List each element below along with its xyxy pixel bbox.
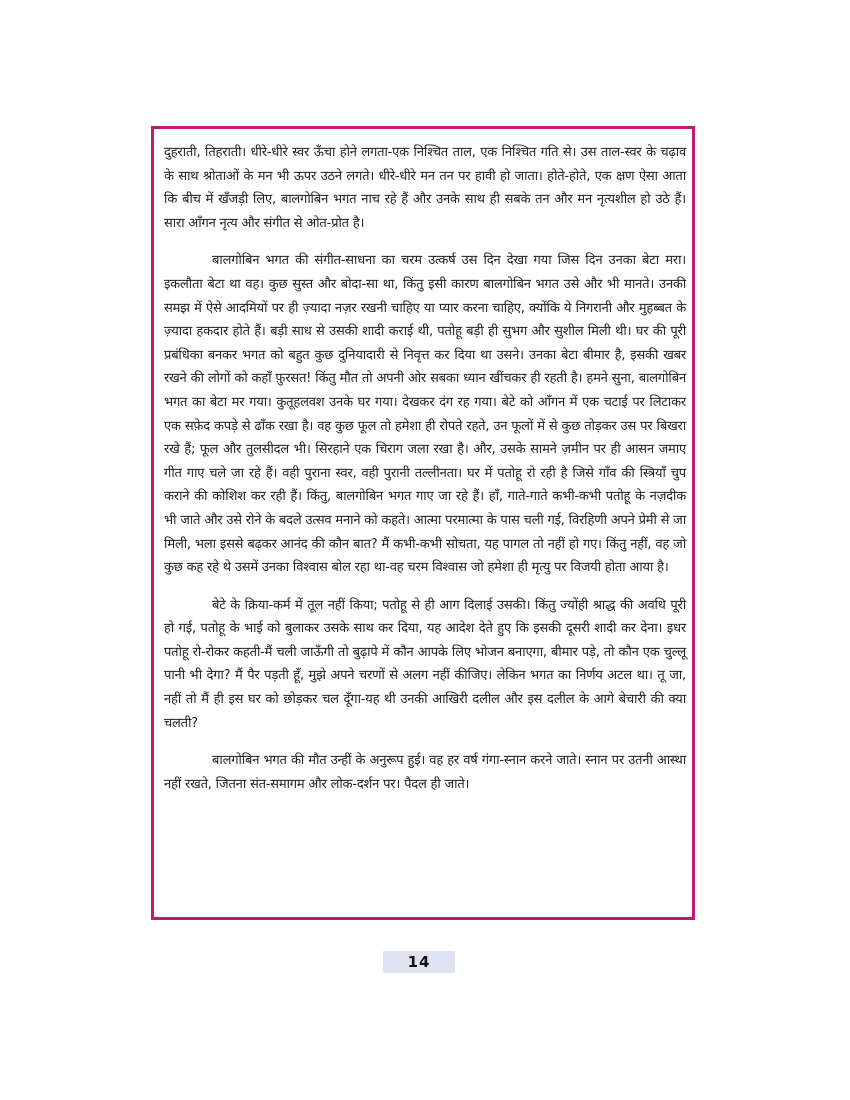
paragraph-3: बेटे के क्रिया-कर्म में तूल नहीं किया; पतोहू से ही आग दिलाई उसकी। किंतु ज्योंही श्राद्ध की अवधि पूरी हो गई, पतोहू के भाई को बुलाकर उसके साथ कर दिया, यह आदेश देते हुए कि इसकी दूसरी शादी कर देना। इधर पतोहू रो-रोकर कहती-मैं चली जाऊँगी तो बुढ़ापे में कौन आपके लिए भोजन बनाएगा, बीमार पड़े, तो कौन एक चुल्लू पानी भी देगा? मैं पैर पड़ती हूँ, मुझे अपने चरणों से अलग नहीं कीजिए। लेकिन भगत का निर्णय अटल था। तू जा, नहीं तो मैं ही इस घर को छोड़कर चल दूँगा-यह थी उनकी आखिरी दलील और इस दलील के आगे बेचारी की क्या चलती? [164,597,686,731]
text-frame [151,126,695,920]
page-number: 14 [383,951,455,973]
paragraph-1: दुहराती, तिहराती। धीरे-धीरे स्वर ऊँचा होने लगता-एक निश्चित ताल, एक निश्चित गति से। उस ताल-स्वर के चढ़ाव के साथ श्रोताओं के मन भी ऊपर उठने लगते। धीरे-धीरे मन तन पर हावी हो जाता। होते-होते, एक क्षण ऐसा आता कि बीच में खँजड़ी लिए, बालगोबिन भगत नाच रहे हैं और उनके साथ ही सबके तन और मन नृत्यशील हो उठे हैं। सारा आँगन नृत्य और संगीत से ओत-प्रोत है। [164,145,686,231]
paragraph-4: बालगोबिन भगत की मौत उन्हीं के अनुरूप हुई। वह हर वर्ष गंगा-स्नान करने जाते। स्नान पर उतनी आस्था नहीं रखते, जितना संत-समागम और लोक-दर्शन पर। पैदल ही जाते। [164,753,686,792]
paragraph-2: बालगोबिन भगत की संगीत-साधना का चरम उत्कर्ष उस दिन देखा गया जिस दिन उनका बेटा मरा। इकलौता बेटा था वह। कुछ सुस्त और बोदा-सा था, किंतु इसी कारण बालगोबिन भगत उसे और भी मानते। उनकी समझ में ऐसे आदमियों पर ही ज़्यादा नज़र रखनी चाहिए या प्यार करना चाहिए, क्योंकि ये निगरानी और मुहब्बत के ज़्यादा हकदार होते हैं। बड़ी साध से उसकी शादी कराई थी, पतोहू बड़ी ही सुभग और सुशील मिली थी। घर की पूरी प्रबंधिका बनकर भगत को बहुत कुछ दुनियादारी से निवृत्त कर दिया था उसने। उनका बेटा बीमार है, इसकी खबर रखने की लोगों को कहाँ फ़ुरसत! किंतु मौत तो अपनी ओर सबका ध्यान खींचकर ही रहती है। हमने सुना, बालगोबिन भगत का बेटा मर गया। कुतूहलवश उनके घर गया। देखकर दंग रह गया। बेटे को आँगन में एक चटाई पर लिटाकर एक सफ़ेद कपड़े से ढाँक रखा है। वह कुछ फूल तो हमेशा ही रोपते रहते, उन फूलों में से कुछ तोड़कर उस पर बिखरा रखे हैं; फूल और तुलसीदल भी। सिरहाने एक चिराग जला रखा है। और, उसके सामने ज़मीन पर ही आसन जमाए गीत गाए चले जा रहे हैं। वही पुराना स्वर, वही पुरानी तल्लीनता। घर में पतोहू रो रही है जिसे गाँव की स्त्रियाँ चुप कराने की कोशिश कर रही हैं। किंतु, बालगोबिन भगत गाए जा रहे हैं। हाँ, गाते-गाते कभी-कभी पतोहू के नज़दीक भी जाते और उसे रोने के बदले उत्सव मनाने को कहते। आत्मा परमात्मा के पास चली गई, विरहिणी अपने प्रेमी से जा मिली, भला इससे बढ़कर आनंद की कौन बात? मैं कभी-कभी सोचता, यह पागल तो नहीं हो गए। किंतु नहीं, वह जो कुछ कह रहे थे उसमें उनका विश्वास बोल रहा था-वह चरम विश्वास जो हमेशा ही मृत्यु पर विजयी होता आया है। [164,253,686,576]
